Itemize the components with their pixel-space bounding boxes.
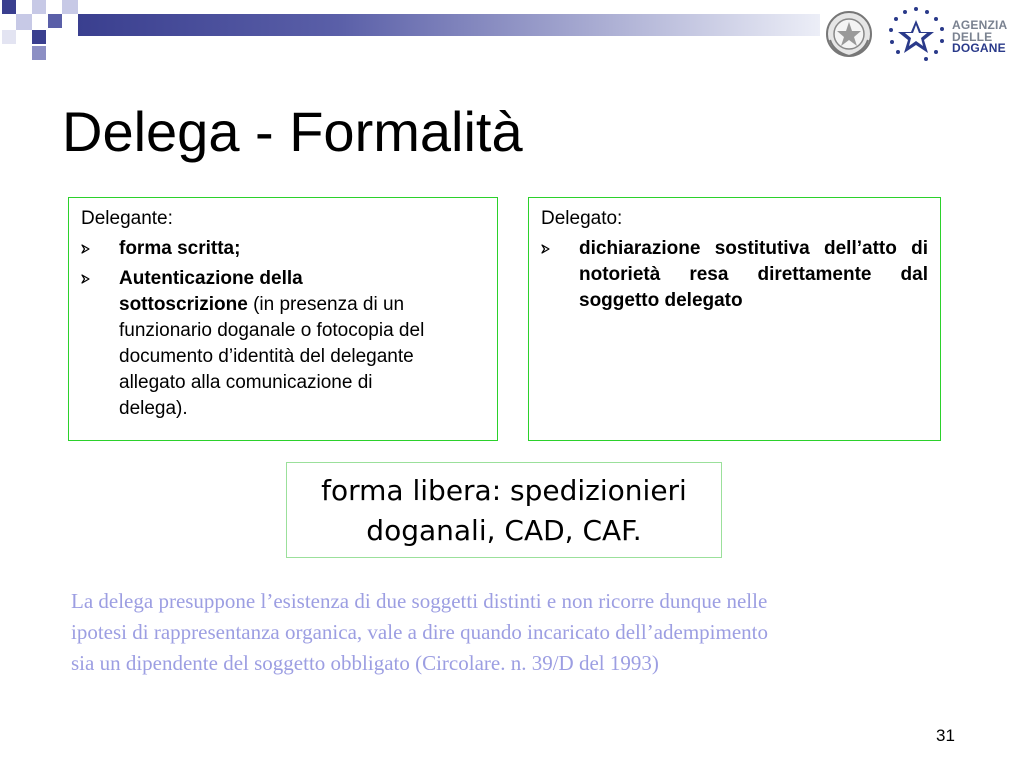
decor-square (2, 30, 16, 44)
page-number: 31 (936, 726, 955, 745)
header-gradient-bar (78, 14, 820, 36)
arrow-bullet-icon (81, 236, 93, 262)
note-line: La delega presuppone l’esistenza di due soggetti distinti e non ricorre dunque nelle (71, 589, 768, 613)
list-item-text: allegato alla comunicazione di (119, 372, 373, 393)
logo-area (820, 2, 1020, 62)
list-item-text: dichiarazione sostitutiva dell’atto di notorietà resa direttamente dal soggetto delegato (579, 238, 928, 311)
note-line: ipotesi di rappresentanza organica, vale a dire quando incaricato dell’adempimento (71, 620, 768, 644)
agency-line: AGENZIA (952, 18, 1008, 32)
callout-box (286, 462, 722, 558)
list-item-text: (in presenza di un (247, 294, 405, 315)
list-item (541, 236, 928, 314)
list-item-text: forma scritta; (119, 238, 241, 259)
list-item-text: funzionario doganale o fotocopia del (119, 320, 425, 341)
arrow-bullet-icon (541, 236, 553, 262)
list-item (81, 266, 485, 422)
box-heading: Delegato: (541, 208, 623, 229)
bullet-list (81, 236, 485, 422)
list-item-text: documento d’identità del delegante (119, 346, 414, 367)
footnote-text (71, 586, 941, 679)
decor-square (32, 0, 46, 14)
box-heading: Delegante: (81, 208, 173, 229)
agency-line: DOGANE (952, 41, 1006, 55)
decor-square (2, 0, 16, 14)
note-line: sia un dipendente del soggetto obbligato (Circolare. n. 39/D del 1993) (71, 651, 659, 675)
agency-line: DELLE (952, 29, 993, 44)
decor-square (48, 14, 62, 28)
slide-title: Delega - Formalità (62, 100, 523, 163)
agency-stars-logo-icon (886, 4, 952, 64)
agency-name (952, 20, 1022, 55)
list-item-text-bold: Autenticazione della (119, 268, 303, 289)
emblem-icon (824, 6, 874, 62)
list-item-text-bold: sottoscrizione (119, 294, 248, 315)
delegato-box (528, 197, 941, 441)
bullet-list (541, 236, 928, 314)
list-item-text: delega). (119, 398, 188, 419)
callout-line: forma libera: spedizionieri (321, 474, 687, 507)
delegante-box (68, 197, 498, 441)
decor-square (32, 30, 46, 44)
list-item (81, 236, 485, 262)
arrow-bullet-icon (81, 266, 93, 292)
decor-square (62, 0, 78, 14)
decor-square (16, 14, 32, 30)
callout-line: doganali, CAD, CAF. (366, 514, 642, 547)
decor-square (32, 46, 46, 60)
